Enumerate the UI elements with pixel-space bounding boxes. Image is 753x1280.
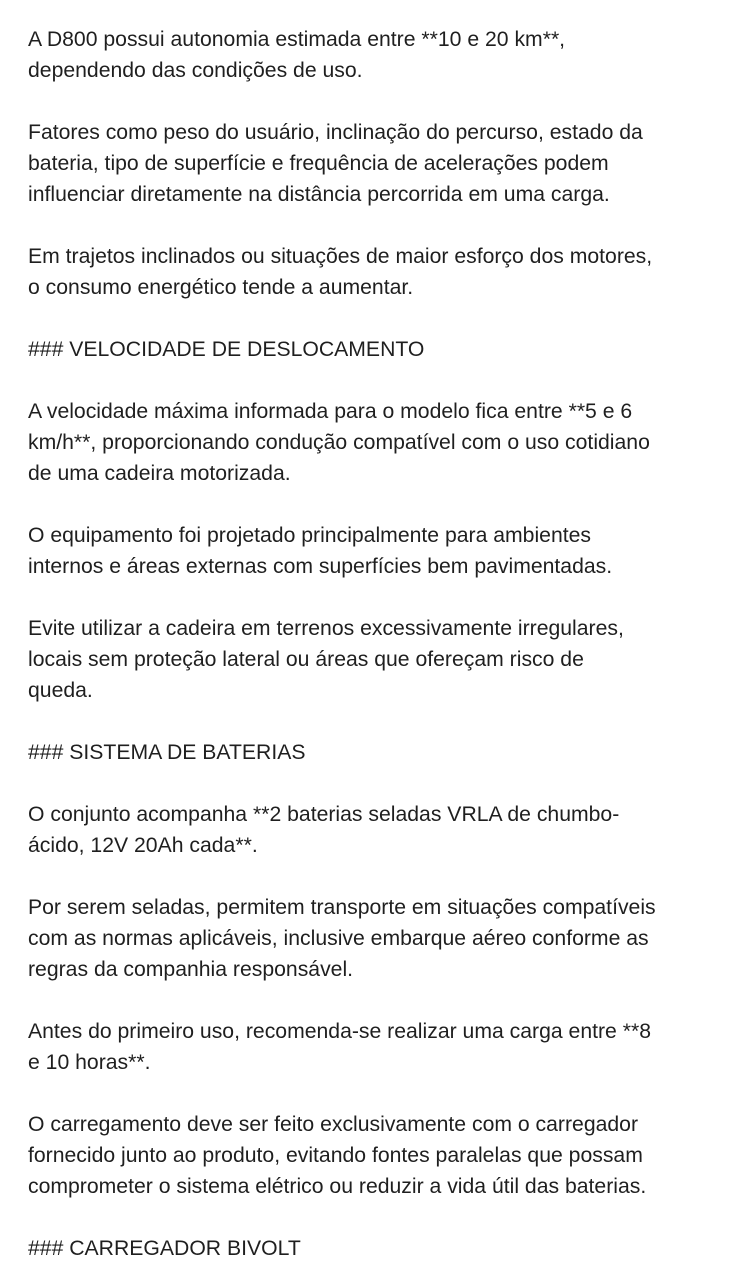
- heading-baterias: ### SISTEMA DE BATERIAS: [28, 741, 306, 764]
- paragraph-carregamento: O carregamento deve ser feito exclusivamente com o carregador fornecido junto ao produto, evitando fontes paralelas que possam comprometer o sistema elétrico ou reduzir a vida útil das baterias.: [28, 1113, 647, 1198]
- paragraph-fatores: Fatores como peso do usuário, inclinação do percurso, estado da bateria, tipo de superfície e frequência de acelerações podem influenciar diretamente na distância percorrida em uma carga.: [28, 121, 643, 206]
- paragraph-seladas-transporte: Por serem seladas, permitem transporte em situações compatíveis com as normas aplicáveis, inclusive embarque aéreo conforme as regras da companhia responsável.: [28, 896, 656, 981]
- paragraph-autonomia: A D800 possui autonomia estimada entre **10 e 20 km**, dependendo das condições de uso.: [28, 28, 566, 82]
- heading-carregador: ### CARREGADOR BIVOLT: [28, 1237, 301, 1260]
- heading-velocidade: ### VELOCIDADE DE DESLOCAMENTO: [28, 338, 425, 361]
- paragraph-primeiro-uso: Antes do primeiro uso, recomenda-se realizar uma carga entre **8 e 10 horas**.: [28, 1020, 651, 1074]
- paragraph-conjunto-baterias: O conjunto acompanha **2 baterias seladas VRLA de chumbo- ácido, 12V 20Ah cada**.: [28, 803, 620, 857]
- paragraph-evite-terrenos: Evite utilizar a cadeira em terrenos excessivamente irregulares, locais sem proteção lateral ou áreas que ofereçam risco de queda.: [28, 617, 624, 702]
- paragraph-velocidade-maxima: A velocidade máxima informada para o modelo fica entre **5 e 6 km/h**, proporcionando condução compatível com o uso cotidiano de uma cadeira motorizada.: [28, 400, 650, 485]
- paragraph-trajetos-inclinados: Em trajetos inclinados ou situações de maior esforço dos motores, o consumo energético tende a aumentar.: [28, 245, 653, 299]
- paragraph-ambientes: O equipamento foi projetado principalmente para ambientes internos e áreas externas com superfícies bem pavimentadas.: [28, 524, 613, 578]
